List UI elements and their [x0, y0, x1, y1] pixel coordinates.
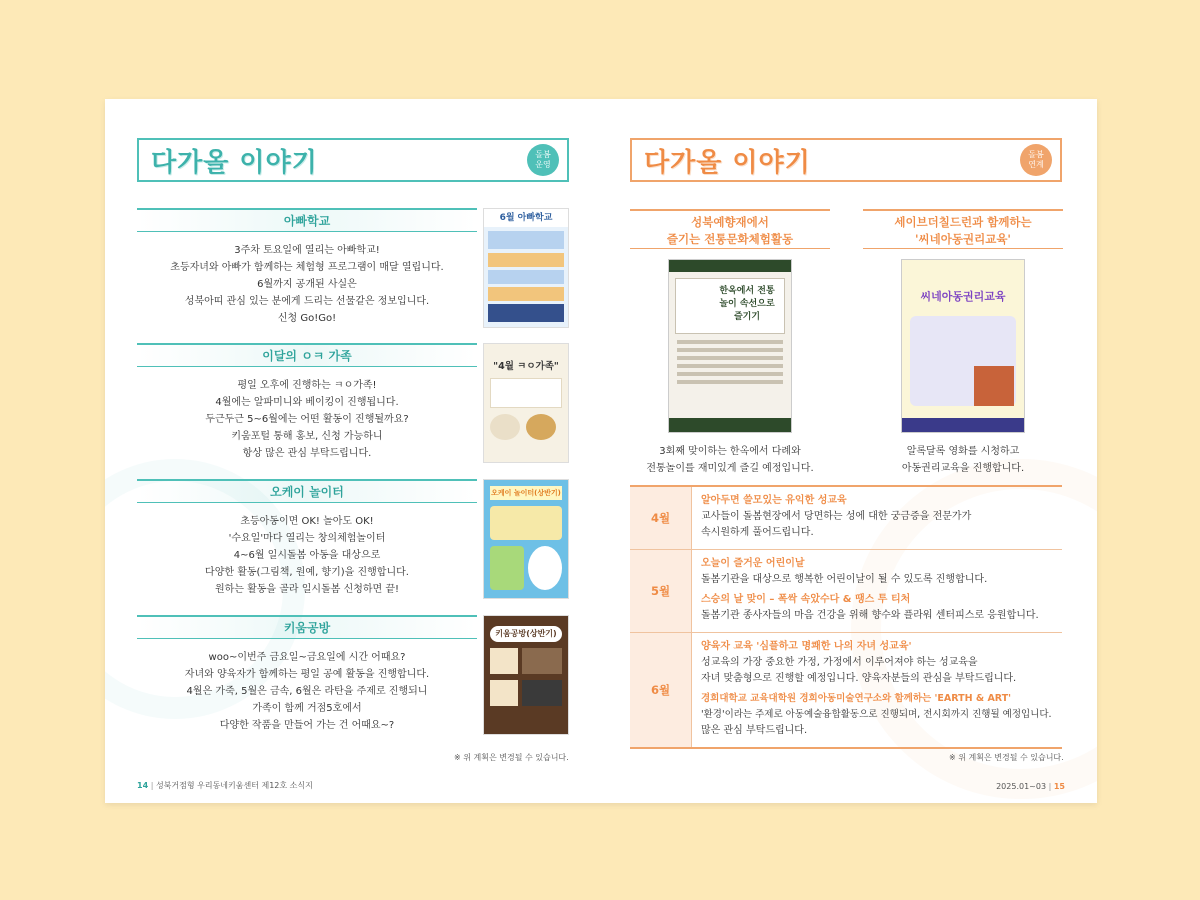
event-title: 알아두면 쓸모있는 유익한 성교육	[701, 495, 847, 506]
body-line: 4월에는 알파미니와 베이킹이 진행됩니다.	[215, 397, 399, 408]
poster-title: 한옥에서 전통놀이 속선으로 즐기기	[675, 278, 785, 334]
body-line: 다양한 작품을 만들어 가는 건 어때요~?	[219, 720, 395, 731]
category-badge: 돌봄 연계	[1020, 144, 1052, 176]
caption-line: 3회째 맞이하는 한옥에서 다례와	[659, 446, 801, 457]
page-number: 14	[137, 781, 149, 790]
footer-date: 2025.01~03	[996, 782, 1047, 791]
section-daddy-school	[137, 208, 570, 327]
left-page	[105, 99, 601, 803]
body-line: 성북아띠 관심 있는 분에게 드리는 선물같은 정보입니다.	[184, 296, 430, 307]
event-text: 돌봄기관 종사자들의 마음 건강을 위해 향수와 플라워 센터피스로 응원합니다.	[701, 610, 1039, 621]
poster-title: 6월 아빠학교	[484, 209, 568, 227]
schedule-row-june	[630, 633, 1062, 749]
card-caption	[863, 443, 1063, 477]
section-body	[137, 649, 477, 734]
month-label: 6월	[630, 633, 692, 747]
footer-text: 성북거점형 우리동네키움센터 제12호 소식지	[155, 781, 313, 790]
caption-line: 알록달록 영화를 시청하고	[906, 446, 1020, 457]
monthly-family-poster	[483, 343, 569, 463]
section-monthly-family	[137, 343, 570, 462]
section-title: 오케이 놀이터	[137, 479, 477, 503]
brochure-spread	[105, 99, 1097, 803]
poster-title: 씨네아동권리교육	[920, 290, 1006, 303]
section-title: 이달의 ㅇㅋ 가족	[137, 343, 477, 367]
event-title: 양육자 교육 '심플하고 명쾌한 나의 자녀 성교육'	[701, 641, 912, 652]
schedule-table	[630, 485, 1062, 749]
change-notice: ※ 위 계획은 변경될 수 있습니다.	[949, 753, 1064, 762]
schedule-row-may	[630, 550, 1062, 633]
section-body	[137, 377, 477, 462]
body-line: 초등자녀와 아빠가 함께하는 체험형 프로그램이 매달 열립니다.	[170, 262, 444, 273]
month-label: 5월	[630, 550, 692, 632]
right-page	[601, 99, 1097, 803]
daddy-school-poster	[483, 208, 569, 328]
section-body	[137, 242, 477, 327]
right-page-header	[630, 138, 1062, 182]
body-line: 항상 많은 관심 부탁드립니다.	[242, 448, 372, 459]
caption-line: 전통놀이를 재미있게 즐길 예정입니다.	[646, 463, 814, 474]
event-title: 오늘이 즐거운 어린이날	[701, 558, 805, 569]
body-line: '수요일'마다 열리는 창의체험놀이터	[228, 533, 386, 544]
caption-line: 아동권리교육을 진행합니다.	[901, 463, 1025, 474]
poster-title: 오케이 놀이터(상반기)	[490, 486, 562, 500]
body-line: 4월은 가죽, 5월은 금속, 6월은 라탄을 주제로 진행되니	[186, 686, 428, 697]
event-title: 경희대학교 교육대학원 경희아동미술연구소와 함께하는 'EARTH & ART'	[701, 693, 1012, 704]
left-footer	[137, 780, 313, 791]
body-line: 평일 오후에 진행하는 ㅋㅇ가족!	[237, 380, 377, 391]
event-text: 많은 관심 부탁드립니다.	[701, 725, 808, 736]
section-kium-workshop	[137, 615, 570, 734]
event-text: 성교육의 가장 중요한 가정, 가정에서 이루어져야 하는 성교육을	[701, 657, 978, 668]
section-ok-playground	[137, 479, 570, 598]
body-line: 두근두근 5~6월에는 어떤 활동이 진행될까요?	[205, 414, 409, 425]
month-label: 4월	[630, 487, 692, 549]
body-line: 원하는 활동을 골라 일시돌봄 신청하면 끝!	[214, 584, 400, 595]
event-text: 돌봄기관을 대상으로 행복한 어린이날이 될 수 있도록 진행합니다.	[701, 574, 988, 585]
left-page-header	[137, 138, 569, 182]
body-line: 6월까지 공개된 사실은	[257, 279, 357, 290]
card-title	[863, 209, 1063, 249]
body-line: 키움포털 통해 홍보, 신청 가능하니	[231, 431, 383, 442]
card-title-line: 즐기는 전통문화체험활동	[666, 232, 794, 246]
body-line: 가족이 함께 거점5호에서	[252, 703, 362, 714]
card-traditional-culture	[630, 209, 830, 477]
card-cine-rights	[863, 209, 1063, 477]
schedule-row-april	[630, 487, 1062, 550]
footer-divider: |	[150, 781, 156, 790]
card-title	[630, 209, 830, 249]
body-line: 초등아동이면 OK! 놀아도 OK!	[240, 516, 374, 527]
right-footer	[996, 782, 1065, 791]
ok-playground-poster	[483, 479, 569, 599]
page-title: 다가올 이야기	[644, 147, 811, 178]
event-text: '환경'이라는 주제로 아동예술융합활동으로 진행되며, 전시회까지 진행될 예정입니다.	[701, 709, 1052, 720]
event-text: 교사들이 돌봄현장에서 당면하는 성에 대한 궁금증을 전문가가	[701, 511, 972, 522]
category-badge: 돌봄 운영	[527, 144, 559, 176]
schedule-content	[692, 487, 1062, 549]
poster-title: 키움공방(상반기)	[490, 626, 562, 642]
traditional-culture-poster	[668, 259, 792, 433]
event-text: 자녀 맞춤형으로 진행할 예정입니다. 양육자분들의 관심을 부탁드립니다.	[701, 673, 1017, 684]
event-text: 속시원하게 풀어드립니다.	[701, 527, 814, 538]
body-line: woo~이번주 금요일~금요일에 시간 어때요?	[208, 652, 406, 663]
body-line: 3주차 토요일에 열리는 아빠학교!	[234, 245, 380, 256]
footer-divider: |	[1048, 782, 1054, 791]
page-number: 15	[1053, 782, 1065, 791]
page-title: 다가올 이야기	[151, 147, 318, 178]
section-title: 키움공방	[137, 615, 477, 639]
card-title-line: 세이브더칠드런과 함께하는	[894, 215, 1032, 229]
body-line: 자녀와 양육자가 함께하는 평일 공예 활동을 진행합니다.	[184, 669, 430, 680]
section-title: 아빠학교	[137, 208, 477, 232]
change-notice: ※ 위 계획은 변경될 수 있습니다.	[454, 753, 569, 762]
schedule-content	[692, 550, 1062, 632]
body-line: 다양한 활동(그림책, 원예, 향기)을 진행합니다.	[205, 567, 409, 578]
event-title: 스승의 날 맞이 – 폭싹 속았수다 & 땡스 투 티처	[701, 594, 911, 605]
card-title-line: 성북예향재에서	[691, 215, 769, 229]
kium-workshop-poster	[483, 615, 569, 735]
card-title-line: '씨네아동권리교육'	[915, 232, 1011, 246]
body-line: 신청 Go!Go!	[277, 313, 337, 324]
poster-title: "4월 ㅋㅇ가족"	[493, 361, 559, 372]
card-caption	[630, 443, 830, 477]
body-line: 4~6월 일시돌봄 아동을 대상으로	[233, 550, 381, 561]
cine-rights-poster	[901, 259, 1025, 433]
schedule-content	[692, 633, 1062, 747]
section-body	[137, 513, 477, 598]
